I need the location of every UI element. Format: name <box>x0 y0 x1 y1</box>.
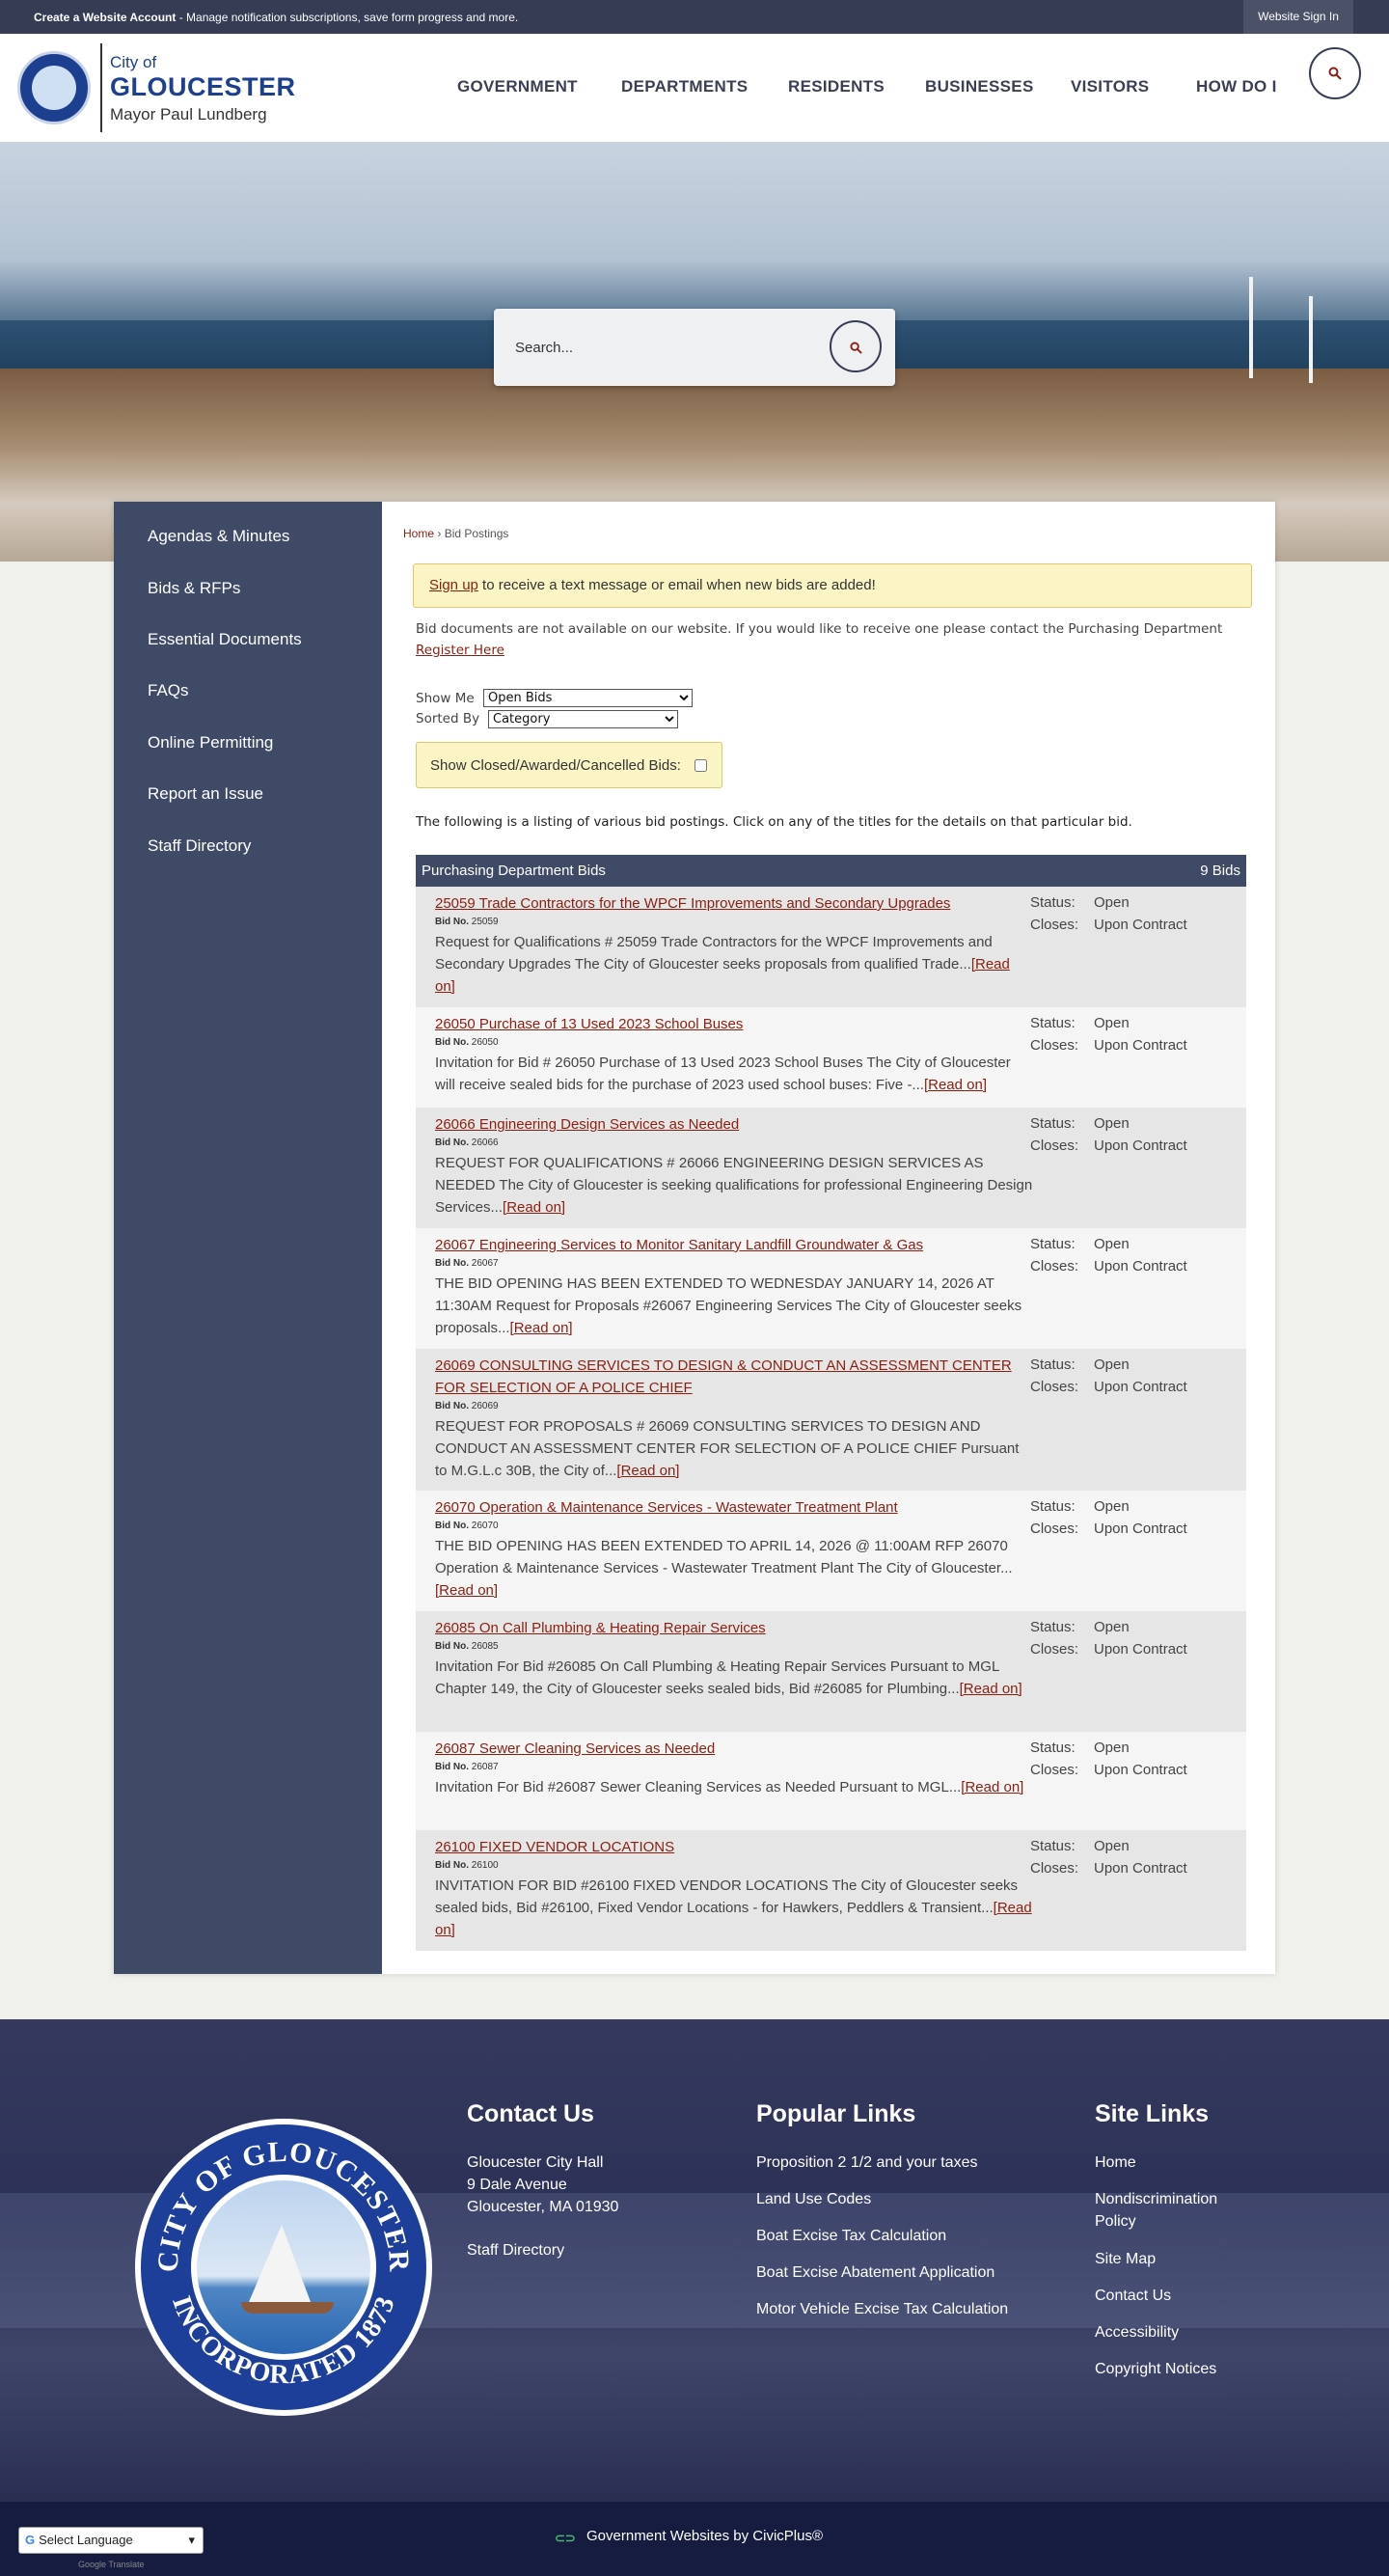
bids-category-title: Purchasing Department Bids <box>422 863 606 879</box>
bid-number-label: Bid No. <box>435 1521 469 1531</box>
status-label: Status: <box>1030 1015 1076 1031</box>
site-link-nondiscrimination-policy[interactable]: Policy <box>1095 2213 1136 2230</box>
nav-government[interactable]: GOVERNMENT <box>457 77 578 96</box>
sorted-by-label: Sorted By <box>416 711 480 726</box>
bid-description <box>435 1656 1033 1700</box>
status-label: Status: <box>1030 1498 1076 1515</box>
google-icon: G <box>25 2533 36 2547</box>
status-value: Open <box>1094 1115 1130 1132</box>
show-closed-checkbox[interactable] <box>694 759 707 772</box>
bid-number-value: 26085 <box>471 1641 499 1652</box>
seal-lettering <box>135 2119 432 2416</box>
status-value: Open <box>1094 1498 1130 1515</box>
bid-number <box>435 1137 499 1148</box>
svg-text:CITY OF GLOUCESTER: CITY OF GLOUCESTER <box>151 2135 416 2273</box>
closes-value: Upon Contract <box>1094 1379 1187 1395</box>
bid-description-text: Invitation For Bid #26085 On Call Plumbing & Heating Repair Services Pursuant to MGL Chapter 149, the City of Gloucester seeks sealed bids, Bid #26085 for Plumbing... <box>435 1658 999 1697</box>
bid-number <box>435 1762 499 1772</box>
breadcrumb-home[interactable]: Home <box>403 527 435 540</box>
bid-number-label: Bid No. <box>435 1037 469 1048</box>
bid-row <box>416 1830 1246 1951</box>
hero-search-box <box>494 309 895 386</box>
popular-link[interactable]: Motor Vehicle Excise Tax Calculation <box>756 2301 1009 2317</box>
status-label: Status: <box>1030 894 1076 911</box>
bid-description <box>435 1776 1033 1798</box>
status-label: Status: <box>1030 1740 1076 1756</box>
read-on-link[interactable]: [Read on] <box>923 1077 987 1093</box>
bid-number-value: 26087 <box>471 1762 499 1772</box>
closes-label: Closes: <box>1030 1521 1079 1537</box>
bid-description-text: Invitation For Bid #26087 Sewer Cleaning Services as Needed Pursuant to MGL... <box>435 1779 962 1795</box>
closes-value: Upon Contract <box>1094 1860 1187 1877</box>
bid-title-link[interactable]: 26100 FIXED VENDOR LOCATIONS <box>435 1839 675 1855</box>
breadcrumb <box>403 527 508 540</box>
popular-link[interactable]: Proposition 2 1/2 and your taxes <box>756 2154 978 2171</box>
bid-title-link[interactable]: 26050 Purchase of 13 Used 2023 School Buses <box>435 1016 744 1032</box>
site-link-contact-us[interactable]: Contact Us <box>1095 2288 1172 2304</box>
bid-title-link[interactable]: 26069 CONSULTING SERVICES TO DESIGN & CONDUCT AN ASSESSMENT CENTER FOR SELECTION OF A POLICE CHIEF <box>435 1357 1012 1396</box>
popular-link[interactable]: Boat Excise Abatement Application <box>756 2264 995 2281</box>
wind-turbine <box>1309 296 1313 383</box>
breadcrumb-separator: › <box>434 527 445 540</box>
read-on-link[interactable]: [Read on] <box>435 1582 499 1599</box>
read-on-link[interactable]: [Read on] <box>435 1900 1032 1938</box>
bid-number-value: 26067 <box>471 1258 499 1269</box>
sidebar-item-faqs[interactable]: FAQs <box>148 681 189 699</box>
status-label: Status: <box>1030 1619 1076 1635</box>
main-nav <box>0 68 1389 106</box>
popular-links-heading: Popular Links <box>756 2100 916 2127</box>
nav-how-do-i[interactable]: HOW DO I <box>1196 77 1277 96</box>
logo-city-of[interactable]: City of <box>110 53 157 71</box>
nav-departments[interactable]: DEPARTMENTS <box>621 77 749 96</box>
contact-line: 9 Dale Avenue <box>467 2177 567 2193</box>
bid-number-value: 26050 <box>471 1037 499 1048</box>
bid-description <box>435 1875 1033 1941</box>
bid-title-link[interactable]: 26087 Sewer Cleaning Services as Needed <box>435 1740 716 1757</box>
header-search-button[interactable] <box>1309 47 1361 99</box>
status-label: Status: <box>1030 1236 1076 1252</box>
status-value: Open <box>1094 894 1130 911</box>
civicplus-link[interactable]: Government Websites by CivicPlus® <box>586 2528 824 2544</box>
read-on-link[interactable]: [Read on] <box>616 1463 680 1479</box>
nav-residents[interactable]: RESIDENTS <box>788 77 885 96</box>
search-icon <box>850 342 862 354</box>
breadcrumb-current: Bid Postings <box>444 527 509 540</box>
site-link-accessibility[interactable]: Accessibility <box>1095 2324 1180 2341</box>
nav-visitors[interactable]: VISITORS <box>1071 77 1150 96</box>
read-on-link[interactable]: [Read on] <box>435 956 1010 995</box>
bid-row <box>416 1349 1246 1491</box>
create-account-message[interactable] <box>34 11 518 24</box>
bid-description-text: Invitation for Bid # 26050 Purchase of 13 Used 2023 School Buses The City of Gloucester will receive sealed bids for the purchase of 2023 used school buses: Five -... <box>435 1055 1011 1093</box>
logo-mayor: Mayor Paul Lundberg <box>110 105 267 123</box>
sidebar-item-essential-documents[interactable]: Essential Documents <box>148 630 302 648</box>
footer-staff-directory-link[interactable]: Staff Directory <box>467 2242 565 2259</box>
bid-row <box>416 1228 1246 1349</box>
bid-number-label: Bid No. <box>435 1762 469 1772</box>
bid-title-link[interactable]: 26085 On Call Plumbing & Heating Repair Services <box>435 1620 766 1636</box>
bid-title-link[interactable]: 26067 Engineering Services to Monitor Sanitary Landfill Groundwater & Gas <box>435 1237 924 1253</box>
status-label: Status: <box>1030 1357 1076 1373</box>
closes-label: Closes: <box>1030 1379 1079 1395</box>
bid-notification-notice <box>413 563 1252 608</box>
show-me-select[interactable] <box>483 689 693 707</box>
read-on-link[interactable]: [Read on] <box>959 1681 1022 1697</box>
read-on-link[interactable]: [Read on] <box>961 1779 1024 1795</box>
closes-label: Closes: <box>1030 1762 1079 1778</box>
status-value: Open <box>1094 1357 1130 1373</box>
nav-businesses[interactable]: BUSINESSES <box>925 77 1034 96</box>
wind-turbine <box>1249 277 1253 378</box>
contact-us-heading: Contact Us <box>467 2100 594 2127</box>
bid-number-label: Bid No. <box>435 1860 469 1871</box>
popular-link[interactable]: Land Use Codes <box>756 2191 872 2207</box>
read-on-link[interactable]: [Read on] <box>503 1199 566 1216</box>
bid-row <box>416 1491 1246 1611</box>
create-account-description: - Manage notification subscriptions, save form progress and more. <box>176 11 519 24</box>
bid-description <box>435 1152 1033 1219</box>
bid-number-value: 26070 <box>471 1521 499 1531</box>
listing-description: The following is a listing of various bid postings. Click on any of the titles for the details on that particular bid. <box>416 814 1132 830</box>
footer-city-seal <box>135 2119 432 2416</box>
civicplus-logo-icon: ⊂⊃ <box>555 2531 576 2545</box>
notice-text: to receive a text message or email when new bids are added! <box>477 577 876 593</box>
closes-label: Closes: <box>1030 1258 1079 1274</box>
bid-row <box>416 1611 1246 1732</box>
hero-search-button[interactable] <box>830 320 882 372</box>
closes-label: Closes: <box>1030 917 1079 933</box>
closes-value: Upon Contract <box>1094 1762 1187 1778</box>
site-link-copyright-notices[interactable]: Copyright Notices <box>1095 2361 1217 2377</box>
closes-value: Upon Contract <box>1094 1137 1187 1154</box>
select-language-dropdown[interactable] <box>18 2527 204 2554</box>
bid-description <box>435 1052 1033 1096</box>
bid-description-text: INVITATION FOR BID #26100 FIXED VENDOR LOCATIONS The City of Gloucester seeks sealed bids, Bid #26100, Fixed Vendor Locations - for Hawkers, Peddlers & Transient... <box>435 1877 1019 1916</box>
bids-table-header <box>416 855 1246 887</box>
bid-title-link[interactable]: 25059 Trade Contractors for the WPCF Improvements and Secondary Upgrades <box>435 895 951 912</box>
status-label: Status: <box>1030 1838 1076 1854</box>
bid-description-text: Request for Qualifications # 25059 Trade Contractors for the WPCF Improvements and Secondary Upgrades The City of Gloucester seeks proposals from qualified Trade... <box>435 934 993 973</box>
bid-row <box>416 1108 1246 1228</box>
sidebar-item-staff-directory[interactable]: Staff Directory <box>148 836 252 855</box>
bid-number-value: 25059 <box>471 917 499 927</box>
bid-number <box>435 917 499 927</box>
bid-title-link[interactable]: 26070 Operation & Maintenance Services - Wastewater Treatment Plant <box>435 1499 898 1516</box>
contact-line: Gloucester, MA 01930 <box>467 2199 619 2215</box>
bid-number <box>435 1521 499 1531</box>
site-link-nondiscrimination[interactable]: Nondiscrimination <box>1095 2191 1218 2207</box>
register-here-link[interactable]: Register Here <box>416 643 504 658</box>
bid-row <box>416 1007 1246 1108</box>
status-label: Status: <box>1030 1115 1076 1132</box>
bid-number-label: Bid No. <box>435 1258 469 1269</box>
bid-number <box>435 1860 499 1871</box>
status-value: Open <box>1094 1015 1130 1031</box>
closes-value: Upon Contract <box>1094 1037 1187 1054</box>
status-value: Open <box>1094 1740 1130 1756</box>
closes-value: Upon Contract <box>1094 917 1187 933</box>
hero-search-input[interactable] <box>515 336 804 359</box>
contact-line: Gloucester City Hall <box>467 2154 604 2171</box>
sidebar-item-report-an-issue[interactable]: Report an Issue <box>148 784 264 803</box>
bid-number-label: Bid No. <box>435 1401 469 1411</box>
bottom-bar <box>0 2502 1389 2576</box>
closes-label: Closes: <box>1030 1137 1079 1154</box>
bid-number <box>435 1401 499 1411</box>
sidebar-item-agendas-minutes[interactable]: Agendas & Minutes <box>148 527 290 545</box>
sorted-by-select[interactable] <box>488 710 678 728</box>
bid-row <box>416 1732 1246 1830</box>
bid-number <box>435 1641 499 1652</box>
closes-label: Closes: <box>1030 1037 1079 1054</box>
sign-up-link[interactable]: Sign up <box>429 577 478 593</box>
site-links-heading: Site Links <box>1095 2100 1210 2127</box>
bids-count: 9 Bids <box>1200 863 1240 879</box>
bid-description-text: THE BID OPENING HAS BEEN EXTENDED TO APRIL 14, 2026 @ 11:00AM RFP 26070 Operation & Maintenance Services - Wastewater Treatment Plant The City of Gloucester... <box>435 1538 1013 1576</box>
bid-description <box>435 1415 1033 1482</box>
closes-label: Closes: <box>1030 1641 1079 1658</box>
site-link-home[interactable]: Home <box>1095 2154 1136 2171</box>
status-value: Open <box>1094 1236 1130 1252</box>
hero-banner <box>0 142 1389 562</box>
chevron-down-icon: ▾ <box>188 2533 195 2547</box>
google-translate-credit: Google Translate <box>78 2560 145 2569</box>
closes-value: Upon Contract <box>1094 1521 1187 1537</box>
bid-number-value: 26066 <box>471 1137 499 1148</box>
bid-number-label: Bid No. <box>435 1137 469 1148</box>
svg-text:INCORPORATED 1873: INCORPORATED 1873 <box>166 2291 401 2391</box>
bid-description <box>435 931 1033 998</box>
bid-number <box>435 1258 499 1269</box>
bid-documents-info: Bid documents are not available on our website. If you would like to receive one please contact the Purchasing Department <box>416 621 1223 637</box>
show-closed-bids-toggle <box>416 742 722 788</box>
bid-number-label: Bid No. <box>435 1641 469 1652</box>
bid-description-text: THE BID OPENING HAS BEEN EXTENDED TO WEDNESDAY JANUARY 14, 2026 AT 11:30AM Request for Proposals #26067 Engineering Services The City of Gloucester seeks proposals... <box>435 1275 1022 1336</box>
show-closed-label: Show Closed/Awarded/Cancelled Bids: <box>430 757 681 774</box>
bid-title-link[interactable]: 26066 Engineering Design Services as Needed <box>435 1116 740 1133</box>
website-sign-in-button[interactable]: Website Sign In <box>1243 0 1353 34</box>
read-on-link[interactable]: [Read on] <box>509 1320 573 1336</box>
bid-number-label: Bid No. <box>435 917 469 927</box>
sidebar-item-online-permitting[interactable]: Online Permitting <box>148 733 274 752</box>
bid-number <box>435 1037 499 1048</box>
sidebar-item-bids-rfps[interactable]: Bids & RFPs <box>148 579 241 597</box>
create-account-link[interactable]: Create a Website Account <box>34 11 177 24</box>
top-bar <box>0 0 1389 34</box>
select-language-label: Select Language <box>39 2533 133 2547</box>
search-icon <box>1328 67 1342 80</box>
closes-value: Upon Contract <box>1094 1258 1187 1274</box>
site-header <box>0 34 1389 142</box>
bid-number-value: 26069 <box>471 1401 499 1411</box>
sidebar-nav <box>114 502 382 1974</box>
status-value: Open <box>1094 1838 1130 1854</box>
status-value: Open <box>1094 1619 1130 1635</box>
bid-description <box>435 1535 1033 1602</box>
bid-description <box>435 1273 1033 1339</box>
popular-link[interactable]: Boat Excise Tax Calculation <box>756 2228 947 2244</box>
closes-value: Upon Contract <box>1094 1641 1187 1658</box>
closes-label: Closes: <box>1030 1860 1079 1877</box>
logo-city-name[interactable]: GLOUCESTER <box>110 72 296 101</box>
show-me-label: Show Me <box>416 691 475 706</box>
bid-number-value: 26100 <box>471 1860 499 1871</box>
bid-description-text: REQUEST FOR PROPOSALS # 26069 CONSULTING SERVICES TO DESIGN AND CONDUCT AN ASSESSMENT CENTER FOR SELECTION OF A POLICE CHIEF Pursuant to M.G.L.c 30B, the City of... <box>435 1418 1020 1479</box>
site-link-site-map[interactable]: Site Map <box>1095 2251 1157 2267</box>
bid-row <box>416 887 1246 1007</box>
bid-description-text: REQUEST FOR QUALIFICATIONS # 26066 ENGINEERING DESIGN SERVICES AS NEEDED The City of Gloucester is seeking qualifications for professional Engineering Design Services... <box>435 1155 1033 1216</box>
